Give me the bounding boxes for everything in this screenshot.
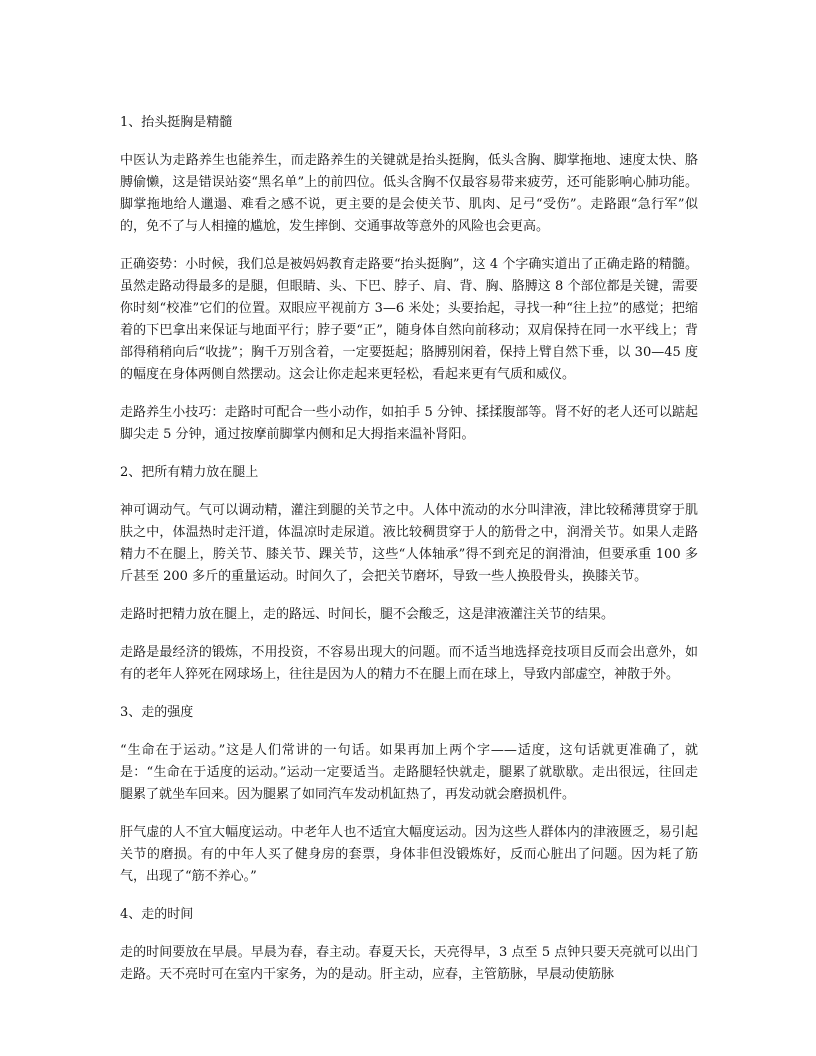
paragraph: 神可调动气。气可以调动精，灌注到腿的关节之中。人体中流动的水分叫津液，津比较稀薄贯穿于肌肤之中，体温热时走汗道，体温凉时走尿道。液比较稠贯穿于人的筋骨之中，润滑关节。如果人走路精力不在腿上，胯关节、膝关节、踝关节，这些“人体轴承”得不到充足的润滑油，但要承重 100 多斤甚至 200 多斤的重量运动。时间久了，会把关节磨坏，导致一些人换股骨头，换膝关节。 [120,503,698,584]
paragraph: 走路是最经济的锻炼，不用投资，不容易出现大的问题。而不适当地选择竞技项目反而会出意外，如有的老年人猝死在网球场上，往往是因为人的精力不在腿上而在球上，导致内部虚空，神散于外。 [120,645,698,682]
article-body [120,112,698,1002]
section-heading: 1、抬头挺胸是精髓 [120,115,233,130]
paragraph: 中医认为走路养生也能养生，而走路养生的关键就是抬头挺胸，低头含胸、脚掌拖地、速度太快、胳膊偷懒，这是错误站姿“黑名单”上的前四位。低头含胸不仅最容易带来疲劳，还可能影响心肺功能。脚掌拖地给人邋遢、难看之感不说，更主要的是会使关节、肌肉、足弓“受伤”。走路跟“急行军”似的，免不了与人相撞的尴尬，发生摔倒、交通事故等意外的风险也会更高。 [120,153,698,234]
paragraph: 走的时间要放在早晨。早晨为春，春主动。春夏天长，天亮得早，3 点至 5 点钟只要天亮就可以出门走路。天不亮时可在室内干家务，为的是动。肝主动，应春，主管筋脉，早晨动使筋脉 [120,945,698,982]
paragraph: 走路养生小技巧：走路时可配合一些小动作，如拍手 5 分钟、揉揉腹部等。肾不好的老人还可以踮起脚尖走 5 分钟，通过按摩前脚掌内侧和足大拇指来温补肾阳。 [120,405,698,442]
section-heading: 4、走的时间 [120,907,194,922]
paragraph: “生命在于运动。”这是人们常讲的一句话。如果再加上两个字——适度，这句话就更准确了，就是：“生命在于适度的运动。”运动一定要适当。走路腿轻快就走，腿累了就歇歇。走出很远，往回走腿累了就坐车回来。因为腿累了如同汽车发动机缸热了，再发动就会磨损机件。 [120,743,698,802]
paragraph: 肝气虚的人不宜大幅度运动。中老年人也不适宜大幅度运动。因为这些人群体内的津液匮乏，易引起关节的磨损。有的中年人买了健身房的套票，身体非但没锻炼好，反而心脏出了问题。因为耗了筋气，出现了“筋不养心。” [120,825,698,884]
section-heading: 2、把所有精力放在腿上 [120,465,259,480]
paragraph: 走路时把精力放在腿上，走的路远、时间长，腿不会酸乏，这是津液灌注关节的结果。 [120,607,615,622]
section-posture [120,112,698,446]
section-intensity [120,702,698,888]
section-heading: 3、走的强度 [120,705,194,720]
paragraph: 正确姿势：小时候，我们总是被妈妈教育走路要“抬头挺胸”，这 4 个字确实道出了正确走路的精髓。虽然走路动得最多的是腿，但眼睛、头、下巴、脖子、肩、背、胸、胳膊这 8 个部位都是关键，需要你时刻“校准”它们的位置。双眼应平视前方 3—6 米处；头要抬起，寻找一种“往上拉”的感觉；把缩着的下巴拿出来保证与地面平行；脖子要“正”，随身体自然向前移动；双肩保持在同一水平线上；背部得稍稍向后“收拢”；胸千万别含着，一定要挺起；胳膊别闲着，保持上臂自然下垂，以 30—45 度的幅度在身体两侧自然摆动。这会让你走起来更轻松，看起来更有气质和威仪。 [120,257,698,382]
section-focus-on-legs [120,462,698,686]
section-timing [120,904,698,986]
